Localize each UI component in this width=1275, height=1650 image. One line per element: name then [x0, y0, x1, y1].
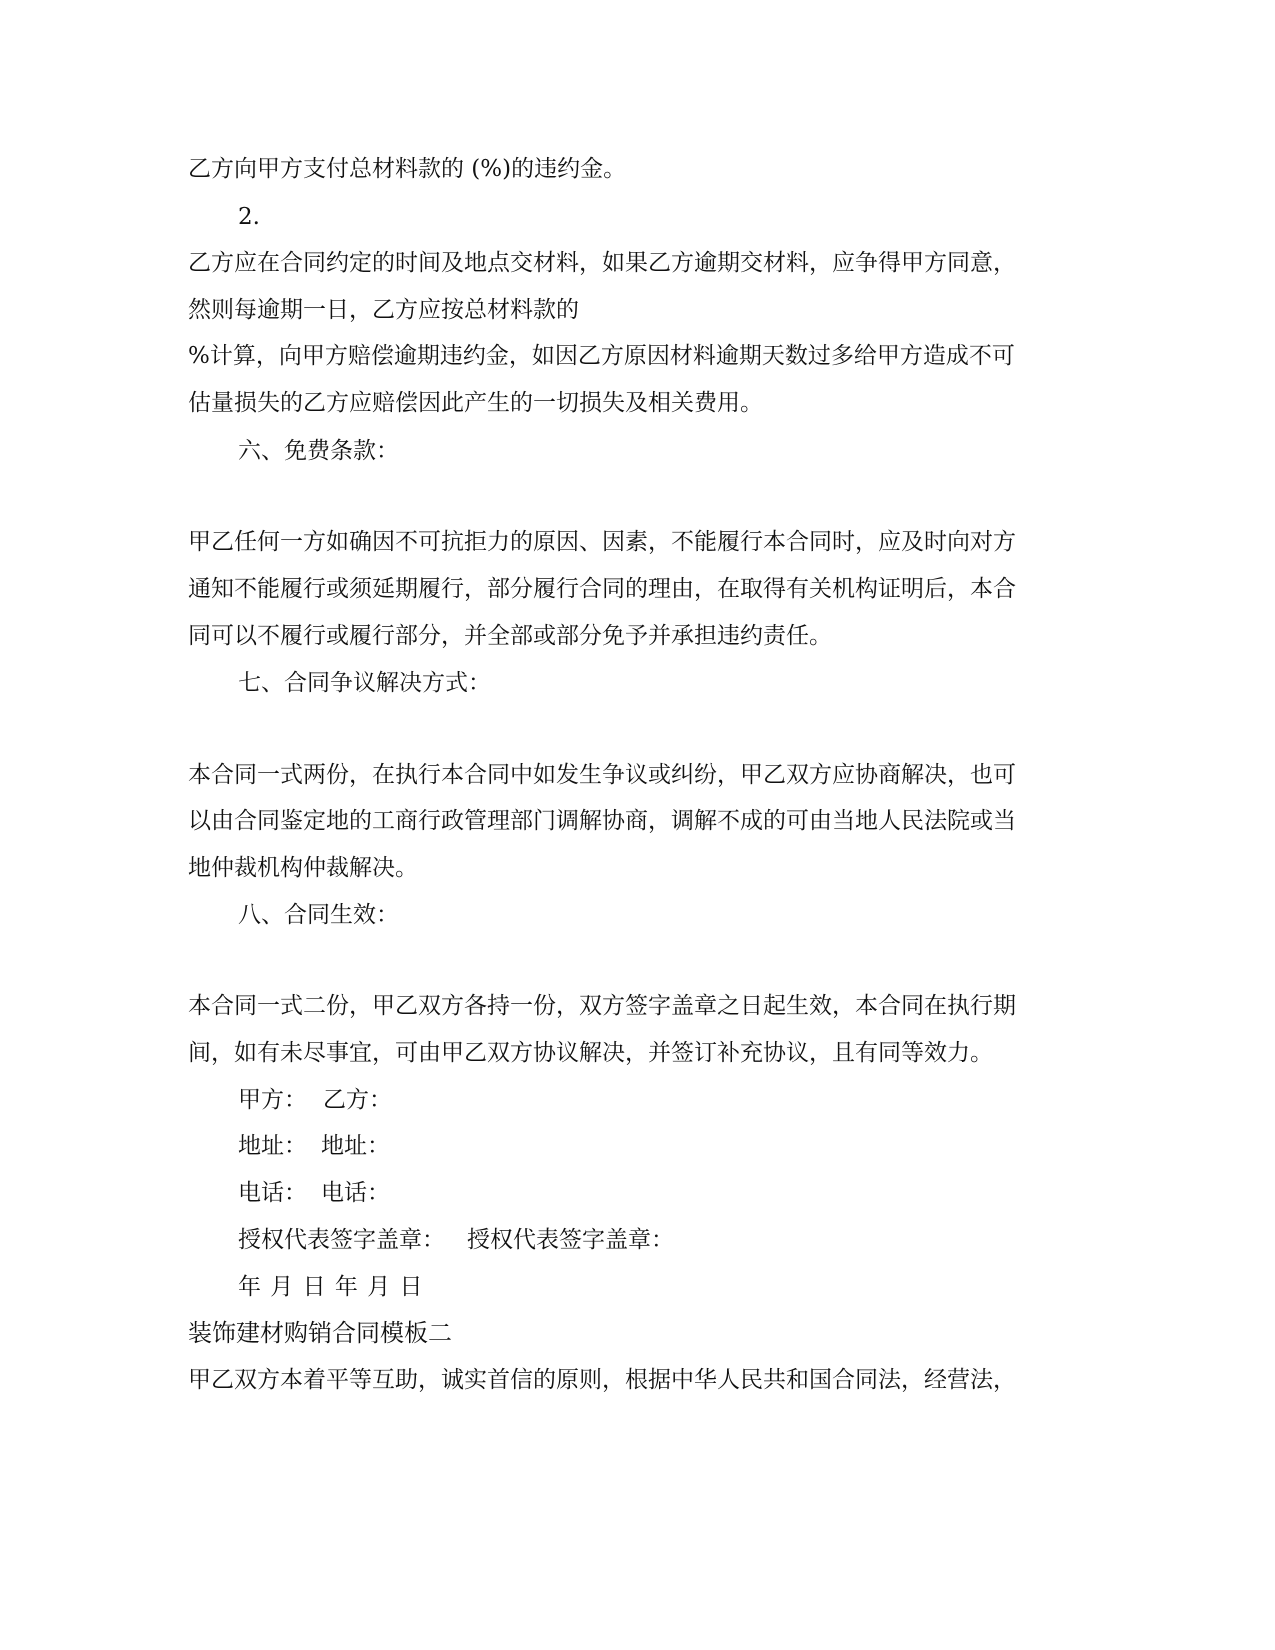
- paragraph-line: 甲乙任何一方如确因不可抗拒力的原因、因素，不能履行本合同时，应及时向对方: [188, 529, 1016, 555]
- section-heading: 六、免费条款：: [238, 438, 399, 464]
- address-b-label: 地址：: [321, 1133, 390, 1159]
- paragraph-line: 然则每逾期一日，乙方应按总材料款的: [188, 297, 579, 323]
- paragraph-line: 乙方应在合同约定的时间及地点交材料，如果乙方逾期交材料，应争得甲方同意，: [188, 250, 1016, 276]
- paragraph-line: 通知不能履行或须延期履行，部分履行合同的理由，在取得有关机构证明后，本合: [188, 576, 1016, 602]
- paragraph-line: 本合同一式两份，在执行本合同中如发生争议或纠纷，甲乙双方应协商解决，也可: [188, 762, 1016, 788]
- party-b-label: 乙方：: [323, 1087, 392, 1113]
- paragraph-line: 甲乙双方本着平等互助，诚实首信的原则，根据中华人民共和国合同法，经营法，: [188, 1367, 1016, 1393]
- clause-number: 2.: [238, 204, 260, 230]
- section-heading: 八、合同生效：: [238, 902, 399, 928]
- paragraph-line: 间，如有未尽事宜，可由甲乙双方协议解决，并签订补充协议，且有同等效力。: [188, 1040, 993, 1066]
- address-a-label: 地址：: [238, 1133, 307, 1159]
- next-section-title: 装饰建材购销合同模板二: [188, 1319, 452, 1347]
- paragraph-line: 地仲裁机构仲裁解决。: [188, 855, 418, 881]
- paragraph-line: 乙方向甲方支付总材料款的 (%)的违约金。: [188, 156, 627, 182]
- party-a-label: 甲方：: [238, 1087, 307, 1113]
- paragraph-line: %计算，向甲方赔偿逾期违约金，如因乙方原因材料逾期天数过多给甲方造成不可: [188, 343, 1015, 369]
- paragraph-line: 估量损失的乙方应赔偿因此产生的一切损失及相关费用。: [188, 390, 763, 416]
- phone-a-label: 电话：: [238, 1180, 307, 1206]
- date-line: 年 月 日 年 月 日: [238, 1274, 423, 1300]
- paragraph-line: 同可以不履行或履行部分，并全部或部分免予并承担违约责任。: [188, 623, 832, 649]
- section-heading: 七、合同争议解决方式：: [238, 670, 491, 696]
- paragraph-line: 本合同一式二份，甲乙双方各持一份，双方签字盖章之日起生效，本合同在执行期: [188, 993, 1016, 1019]
- rep-a-label: 授权代表签字盖章：: [238, 1227, 445, 1253]
- paragraph-line: 以由合同鉴定地的工商行政管理部门调解协商，调解不成的可由当地人民法院或当: [188, 808, 1016, 834]
- rep-b-label: 授权代表签字盖章：: [467, 1227, 674, 1253]
- phone-b-label: 电话：: [321, 1180, 390, 1206]
